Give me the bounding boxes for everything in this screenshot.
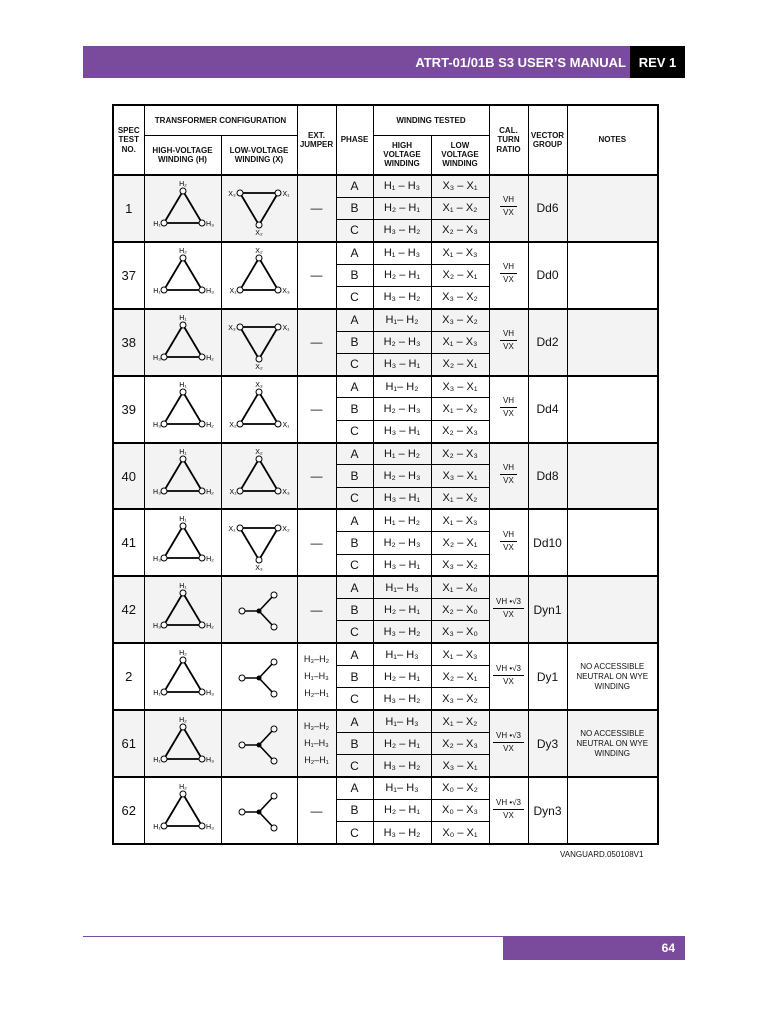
ratio-numerator: VH •√3	[493, 732, 524, 743]
ratio-denominator: VX	[503, 275, 514, 285]
hv-delta-diagram	[148, 447, 218, 505]
phase-cell: C	[336, 353, 373, 375]
lv-tested-cell: X₀ – X₃	[431, 799, 489, 821]
phase-cell: C	[336, 420, 373, 442]
lv-tested-cell: X₃ – X₂	[431, 286, 489, 308]
svg-text:H₃: H₃	[152, 489, 161, 496]
vector-group: Dy1	[528, 643, 567, 710]
ratio-numerator: VH	[500, 330, 517, 341]
transformer-spec-table	[112, 104, 659, 845]
svg-text:H₃: H₃	[205, 288, 214, 296]
ext-jumper: —	[297, 175, 336, 242]
ratio-denominator: VX	[503, 542, 514, 552]
table-row	[113, 576, 658, 598]
lv-tested-cell: X₁ – X₂	[431, 398, 489, 420]
hv-tested-cell: H₂ – H₃	[373, 331, 431, 353]
lv-tested-cell: X₃ – X₁	[431, 755, 489, 777]
lv-wye-diagram	[224, 581, 294, 639]
hv-tested-cell: H₁ – H₃	[373, 175, 431, 197]
vector-group: Dd4	[528, 376, 567, 443]
ext-jumper: —	[297, 376, 336, 443]
ratio-numerator: VH •√3	[493, 799, 524, 810]
hv-delta-diagram	[148, 313, 218, 371]
hv-delta-diagram	[148, 179, 218, 237]
hv-delta-diagram	[148, 246, 218, 304]
hv-tested-cell: H₃ – H₁	[373, 487, 431, 509]
hv-tested-cell: H₃ – H₂	[373, 822, 431, 844]
lv-winding-diagram	[221, 777, 297, 844]
svg-text:H₁: H₁	[178, 449, 187, 456]
spec-number: 42	[113, 576, 144, 643]
hv-winding-diagram	[144, 242, 221, 309]
hv-winding-diagram	[144, 443, 221, 510]
ratio-denominator: VX	[503, 743, 514, 753]
vector-group: Dy3	[528, 710, 567, 777]
phase-cell: A	[336, 643, 373, 665]
phase-cell: A	[336, 576, 373, 598]
phase-cell: C	[336, 554, 373, 576]
hv-winding-diagram	[144, 309, 221, 376]
hv-tested-cell: H₂ – H₃	[373, 532, 431, 554]
lv-tested-cell: X₁ – X₂	[431, 197, 489, 219]
spec-number: 37	[113, 242, 144, 309]
svg-text:H₂: H₂	[205, 355, 214, 363]
ratio-denominator: VX	[503, 409, 514, 419]
svg-text:X₂: X₂	[255, 364, 263, 372]
header-vector-group: VECTOR GROUP	[528, 105, 567, 175]
header-lv-tested: LOW VOLTAGE WINDING	[431, 135, 489, 175]
header-cal-ratio: CAL. TURN RATIO	[489, 105, 528, 175]
svg-text:H₂: H₂	[205, 489, 214, 496]
ratio-denominator: VX	[503, 609, 514, 619]
spec-number: 41	[113, 509, 144, 576]
header-spec: SPEC TEST NO.	[113, 105, 144, 175]
header-notes: NOTES	[567, 105, 658, 175]
phase-cell: B	[336, 197, 373, 219]
notes-cell	[567, 376, 658, 443]
hv-tested-cell: H₂ – H₃	[373, 398, 431, 420]
phase-cell: B	[336, 331, 373, 353]
phase-cell: B	[336, 599, 373, 621]
svg-text:H₃: H₃	[152, 555, 161, 563]
hv-delta-diagram	[148, 581, 218, 639]
lv-tested-cell: X₂ – X₃	[431, 220, 489, 242]
lv-tested-cell: X₃ – X₀	[431, 621, 489, 643]
lv-tested-cell: X₂ – X₃	[431, 443, 489, 465]
lv-tested-cell: X₀ – X₂	[431, 777, 489, 799]
vector-group: Dd6	[528, 175, 567, 242]
phase-cell: C	[336, 621, 373, 643]
vector-group: Dd10	[528, 509, 567, 576]
lv-winding-diagram	[221, 576, 297, 643]
svg-text:H₃: H₃	[152, 422, 161, 430]
hv-delta-diagram	[148, 380, 218, 438]
svg-text:X₁: X₁	[282, 191, 290, 199]
header-hv-tested: HIGH VOLTAGE WINDING	[373, 135, 431, 175]
source-code: VANGUARD.050108V1	[560, 850, 644, 859]
hv-winding-diagram	[144, 710, 221, 777]
notes-cell: NO ACCESSIBLE NEUTRAL ON WYE WINDING	[567, 643, 658, 710]
spec-number: 40	[113, 443, 144, 510]
turn-ratio	[489, 710, 528, 777]
notes-cell	[567, 242, 658, 309]
phase-cell: B	[336, 532, 373, 554]
svg-text:X₁: X₁	[282, 325, 290, 333]
spec-number: 1	[113, 175, 144, 242]
lv-tested-cell: X₃ – X₂	[431, 309, 489, 331]
ratio-numerator: VH	[500, 531, 517, 542]
jumper-pair: H₂–H₁	[304, 755, 329, 766]
hv-delta-diagram	[148, 715, 218, 773]
ext-jumper: —	[297, 309, 336, 376]
svg-text:H₃: H₃	[205, 756, 214, 764]
hv-tested-cell: H₃ – H₂	[373, 220, 431, 242]
notes-cell	[567, 576, 658, 643]
svg-text:H₂: H₂	[205, 555, 214, 563]
hv-tested-cell: H₁– H₃	[373, 777, 431, 799]
vector-group: Dyn1	[528, 576, 567, 643]
hv-delta-diagram	[148, 782, 218, 840]
notes-cell	[567, 443, 658, 510]
svg-text:H₂: H₂	[178, 716, 187, 724]
notes-cell	[567, 509, 658, 576]
table-row	[113, 175, 658, 197]
ratio-numerator: VH	[500, 196, 517, 207]
hv-winding-diagram	[144, 576, 221, 643]
svg-text:X₃: X₃	[228, 191, 236, 199]
lv-tested-cell: X₃ – X₂	[431, 554, 489, 576]
phase-cell: C	[336, 688, 373, 710]
hv-winding-diagram	[144, 777, 221, 844]
turn-ratio	[489, 509, 528, 576]
hv-winding-diagram	[144, 175, 221, 242]
svg-text:H₃: H₃	[152, 622, 161, 630]
hv-tested-cell: H₁– H₃	[373, 576, 431, 598]
lv-winding-diagram	[221, 175, 297, 242]
phase-cell: A	[336, 175, 373, 197]
spec-number: 39	[113, 376, 144, 443]
phase-cell: B	[336, 799, 373, 821]
vector-group: Dd8	[528, 443, 567, 510]
header-winding-tested: WINDING TESTED	[373, 105, 489, 135]
ratio-numerator: VH •√3	[493, 598, 524, 609]
svg-text:H₁: H₁	[152, 689, 161, 697]
turn-ratio	[489, 443, 528, 510]
table-row	[113, 242, 658, 264]
lv-winding-diagram	[221, 710, 297, 777]
phase-cell: A	[336, 242, 373, 264]
hv-tested-cell: H₁ – H₂	[373, 443, 431, 465]
svg-text:H₁: H₁	[178, 382, 187, 390]
hv-winding-diagram	[144, 643, 221, 710]
header-transformer-config: TRANSFORMER CONFIGURATION	[144, 105, 297, 135]
svg-text:H₁: H₁	[178, 582, 187, 590]
table-row	[113, 509, 658, 531]
turn-ratio	[489, 309, 528, 376]
ext-jumper	[297, 710, 336, 777]
table-row	[113, 777, 658, 799]
table-row	[113, 710, 658, 732]
lv-tested-cell: X₂ – X₁	[431, 532, 489, 554]
revision-badge	[630, 46, 685, 78]
lv-wye-diagram	[224, 715, 294, 773]
header-hv-winding: HIGH-VOLTAGE WINDING (H)	[144, 135, 221, 175]
turn-ratio	[489, 643, 528, 710]
notes-cell: NO ACCESSIBLE NEUTRAL ON WYE WINDING	[567, 710, 658, 777]
lv-tested-cell: X₁ – X₂	[431, 487, 489, 509]
hv-tested-cell: H₁– H₃	[373, 643, 431, 665]
ratio-denominator: VX	[503, 208, 514, 218]
hv-tested-cell: H₁– H₃	[373, 710, 431, 732]
spec-number: 62	[113, 777, 144, 844]
svg-text:H₂: H₂	[205, 422, 214, 430]
ext-jumper: —	[297, 509, 336, 576]
turn-ratio	[489, 777, 528, 844]
vector-group: Dd2	[528, 309, 567, 376]
table-row	[113, 376, 658, 398]
turn-ratio	[489, 242, 528, 309]
phase-cell: A	[336, 376, 373, 398]
phase-cell: A	[336, 710, 373, 732]
ext-jumper: —	[297, 242, 336, 309]
svg-text:H₂: H₂	[178, 181, 187, 189]
hv-tested-cell: H₃ – H₁	[373, 353, 431, 375]
vector-group: Dyn3	[528, 777, 567, 844]
hv-tested-cell: H₁ – H₃	[373, 242, 431, 264]
hv-tested-cell: H₃ – H₂	[373, 286, 431, 308]
lv-tested-cell: X₂ – X₀	[431, 599, 489, 621]
hv-tested-cell: H₂ – H₁	[373, 599, 431, 621]
spec-number: 2	[113, 643, 144, 710]
hv-tested-cell: H₂ – H₃	[373, 465, 431, 487]
lv-tested-cell: X₁ – X₂	[431, 710, 489, 732]
svg-text:X₂: X₂	[255, 449, 263, 456]
lv-tested-cell: X₃ – X₂	[431, 688, 489, 710]
svg-text:H₂: H₂	[205, 622, 214, 630]
hv-tested-cell: H₃ – H₂	[373, 688, 431, 710]
phase-cell: C	[336, 822, 373, 844]
lv-delta-diagram	[224, 380, 294, 438]
svg-text:X₃: X₃	[228, 325, 236, 333]
revision-label: REV 1	[638, 54, 677, 70]
ratio-numerator: VH	[500, 263, 517, 274]
hv-tested-cell: H₃ – H₂	[373, 621, 431, 643]
svg-text:X₃: X₃	[255, 564, 263, 572]
ext-jumper	[297, 643, 336, 710]
lv-delta-diagram	[224, 313, 294, 371]
header-ext-jumper: EXT. JUMPER	[297, 105, 336, 175]
phase-cell: C	[336, 286, 373, 308]
lv-winding-diagram	[221, 509, 297, 576]
lv-winding-diagram	[221, 443, 297, 510]
lv-tested-cell: X₁ – X₃	[431, 331, 489, 353]
phase-cell: C	[336, 487, 373, 509]
svg-text:X₂: X₂	[255, 248, 263, 256]
phase-cell: B	[336, 465, 373, 487]
manual-title: ATRT-01/01B S3 USER’S MANUAL	[415, 54, 626, 70]
lv-delta-diagram	[224, 246, 294, 304]
lv-tested-cell: X₁ – X₃	[431, 643, 489, 665]
svg-text:H₃: H₃	[152, 355, 161, 363]
svg-text:X₂: X₂	[282, 525, 290, 533]
hv-delta-diagram	[148, 514, 218, 572]
phase-cell: B	[336, 398, 373, 420]
jumper-pair: H₂–H₁	[304, 688, 329, 699]
lv-tested-cell: X₃ – X₁	[431, 376, 489, 398]
vector-group: Dd0	[528, 242, 567, 309]
ratio-denominator: VX	[503, 676, 514, 686]
notes-cell	[567, 309, 658, 376]
lv-tested-cell: X₃ – X₁	[431, 465, 489, 487]
jumper-pair: H₃–H₂	[303, 720, 330, 731]
phase-cell: A	[336, 777, 373, 799]
ratio-numerator: VH •√3	[493, 665, 524, 676]
lv-tested-cell: X₁ – X₃	[431, 509, 489, 531]
header-lv-winding: LOW-VOLTAGE WINDING (X)	[221, 135, 297, 175]
table-row	[113, 443, 658, 465]
header-title-bar	[83, 46, 630, 78]
ratio-numerator: VH	[500, 464, 517, 475]
phase-cell: A	[336, 443, 373, 465]
hv-tested-cell: H₂ – H₁	[373, 264, 431, 286]
lv-tested-cell: X₂ – X₁	[431, 666, 489, 688]
spec-number: 61	[113, 710, 144, 777]
svg-text:H₂: H₂	[178, 649, 187, 657]
notes-cell	[567, 175, 658, 242]
phase-cell: B	[336, 264, 373, 286]
hv-tested-cell: H₁ – H₂	[373, 509, 431, 531]
lv-delta-diagram	[224, 179, 294, 237]
svg-text:X₁: X₁	[229, 288, 237, 296]
hv-tested-cell: H₃ – H₁	[373, 420, 431, 442]
ratio-denominator: VX	[503, 342, 514, 352]
lv-wye-diagram	[224, 782, 294, 840]
lv-winding-diagram	[221, 376, 297, 443]
lv-tested-cell: X₀ – X₁	[431, 822, 489, 844]
hv-winding-diagram	[144, 376, 221, 443]
jumper-pair: H₁–H₃	[304, 738, 329, 749]
ext-jumper: —	[297, 576, 336, 643]
lv-tested-cell: X₁ – X₀	[431, 576, 489, 598]
phase-cell: C	[336, 755, 373, 777]
svg-text:X₁: X₁	[229, 489, 237, 496]
svg-text:X₃: X₃	[282, 288, 290, 296]
svg-text:H₁: H₁	[152, 221, 161, 229]
header-phase: PHASE	[336, 105, 373, 175]
lv-winding-diagram	[221, 643, 297, 710]
turn-ratio	[489, 376, 528, 443]
svg-text:H₁: H₁	[178, 515, 187, 523]
table-row	[113, 643, 658, 665]
hv-tested-cell: H₃ – H₁	[373, 554, 431, 576]
svg-text:H₃: H₃	[205, 823, 214, 831]
notes-cell	[567, 777, 658, 844]
phase-cell: A	[336, 509, 373, 531]
svg-text:X₁: X₁	[228, 525, 236, 533]
ratio-denominator: VX	[503, 810, 514, 820]
svg-text:X₃: X₃	[282, 489, 290, 496]
turn-ratio	[489, 576, 528, 643]
svg-text:H₂: H₂	[178, 783, 187, 791]
lv-tested-cell: X₂ – X₃	[431, 420, 489, 442]
lv-delta-diagram	[224, 447, 294, 505]
lv-delta-diagram	[224, 514, 294, 572]
lv-tested-cell: X₂ – X₃	[431, 732, 489, 754]
ratio-numerator: VH	[500, 397, 517, 408]
lv-wye-diagram	[224, 648, 294, 706]
hv-tested-cell: H₂ – H₁	[373, 732, 431, 754]
lv-tested-cell: X₁ – X₃	[431, 242, 489, 264]
hv-tested-cell: H₁– H₂	[373, 309, 431, 331]
svg-text:H₁: H₁	[178, 315, 187, 323]
jumper-pair: H₃–H₂	[303, 654, 330, 665]
hv-tested-cell: H₁– H₂	[373, 376, 431, 398]
hv-tested-cell: H₃ – H₂	[373, 755, 431, 777]
svg-text:H₁: H₁	[152, 288, 161, 296]
svg-text:H₂: H₂	[178, 248, 187, 256]
svg-text:H₃: H₃	[205, 221, 214, 229]
svg-text:X₂: X₂	[229, 422, 237, 430]
ratio-denominator: VX	[503, 476, 514, 485]
phase-cell: B	[336, 666, 373, 688]
phase-cell: B	[336, 732, 373, 754]
lv-tested-cell: X₂ – X₁	[431, 264, 489, 286]
hv-winding-diagram	[144, 509, 221, 576]
ext-jumper: —	[297, 777, 336, 844]
turn-ratio	[489, 175, 528, 242]
phase-cell: A	[336, 309, 373, 331]
lv-tested-cell: X₂ – X₁	[431, 353, 489, 375]
svg-text:H₁: H₁	[152, 823, 161, 831]
spec-number: 38	[113, 309, 144, 376]
svg-text:X₁: X₁	[282, 422, 290, 430]
hv-tested-cell: H₂ – H₁	[373, 666, 431, 688]
svg-text:X₂: X₂	[255, 230, 263, 238]
page-number: 64	[661, 941, 675, 955]
lv-tested-cell: X₃ – X₁	[431, 175, 489, 197]
svg-text:X₃: X₃	[255, 382, 263, 390]
lv-winding-diagram	[221, 242, 297, 309]
hv-tested-cell: H₂ – H₁	[373, 799, 431, 821]
ext-jumper: —	[297, 443, 336, 510]
page-number-bar	[503, 936, 685, 960]
jumper-pair: H₁–H₃	[304, 671, 329, 682]
table-row	[113, 309, 658, 331]
svg-text:H₁: H₁	[152, 756, 161, 764]
svg-text:H₃: H₃	[205, 689, 214, 697]
phase-cell: C	[336, 220, 373, 242]
hv-tested-cell: H₂ – H₁	[373, 197, 431, 219]
lv-winding-diagram	[221, 309, 297, 376]
hv-delta-diagram	[148, 648, 218, 706]
